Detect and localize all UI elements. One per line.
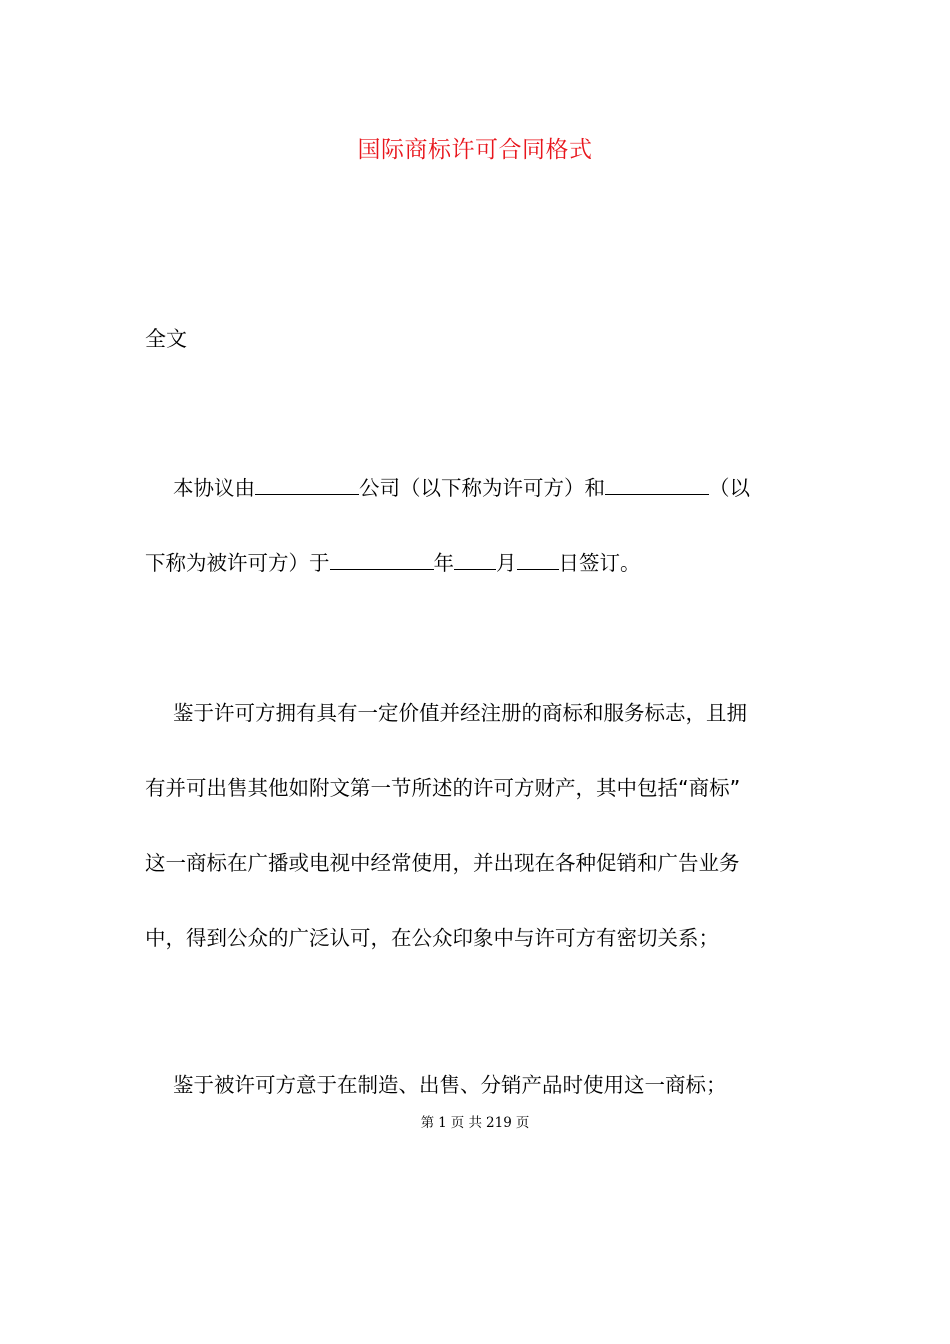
footer-page-number: 1 — [438, 1115, 447, 1131]
paragraph-line: 中，得到公众的广泛认可，在公众印象中与许可方有密切关系； — [145, 926, 719, 950]
footer-suffix: 页 — [515, 1115, 530, 1131]
paragraph-line: 这一商标在广播或电视中经常使用，并出现在各种促销和广告业务 — [145, 851, 740, 875]
text-fragment: 公司（以下称为许可方）和 — [359, 476, 605, 500]
text-fragment: （以 — [709, 476, 750, 500]
blank-day[interactable] — [517, 549, 559, 570]
text-fragment: 日签订。 — [558, 551, 641, 575]
blank-licensor-name[interactable] — [255, 474, 359, 495]
paragraph-whereas-licensor — [145, 676, 810, 976]
footer-total-pages: 219 — [486, 1115, 512, 1131]
section-heading: 全文 — [145, 327, 187, 351]
paragraph-line: 有并可出售其他如附文第一节所述的许可方财产，其中包括“商标” — [145, 776, 741, 800]
blank-month[interactable] — [454, 549, 496, 570]
paragraph-whereas-licensee — [145, 1048, 810, 1123]
footer-prefix: 第 — [420, 1115, 435, 1131]
paragraph-line: 鉴于许可方拥有具有一定价值并经注册的商标和服务标志，且拥 — [173, 701, 747, 725]
page-footer — [0, 1113, 950, 1133]
paragraph-line — [145, 526, 810, 601]
text-fragment: 本协议由 — [173, 476, 255, 500]
blank-licensee-name[interactable] — [605, 474, 709, 495]
footer-middle: 页 共 — [450, 1115, 483, 1131]
blank-year[interactable] — [330, 549, 434, 570]
document-title: 国际商标许可合同格式 — [357, 137, 593, 163]
text-fragment: 年 — [433, 551, 454, 575]
text-fragment: 下称为被许可方）于 — [145, 551, 330, 575]
paragraph-parties — [145, 451, 810, 601]
paragraph-line — [145, 451, 810, 526]
text-fragment: 月 — [496, 551, 517, 575]
paragraph-line: 鉴于被许可方意于在制造、出售、分销产品时使用这一商标； — [173, 1073, 727, 1097]
